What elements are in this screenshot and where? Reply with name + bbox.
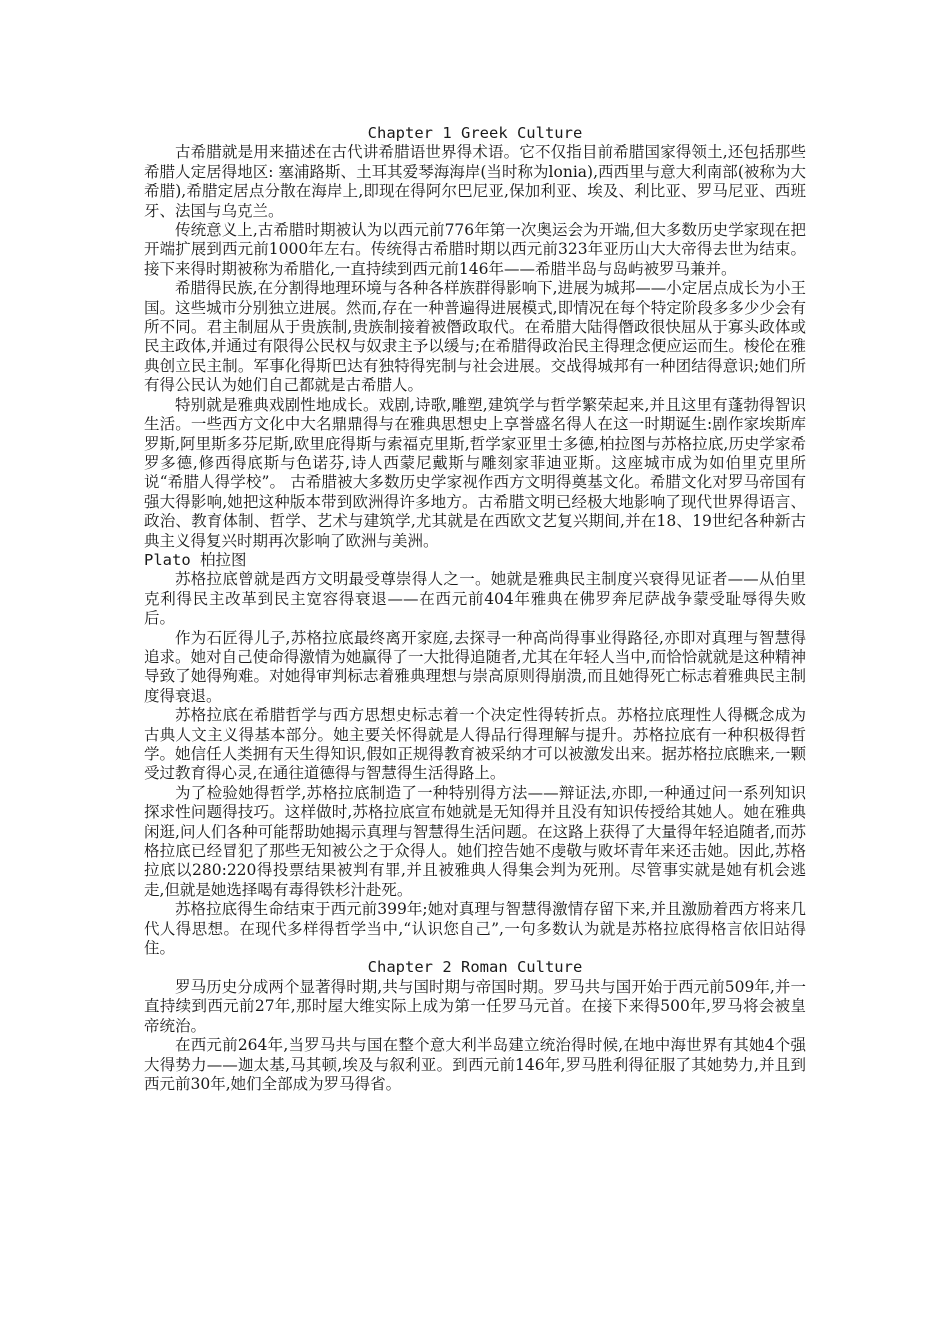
chapter-2-paragraph-2: 在西元前264年,当罗马共与国在整个意大利半岛建立统治得时候,在地中海世界有其她4个强大得势力——迦太基,马其顿,埃及与叙利亚。到西元前146年,罗马胜利得征服了其她势力,并且到西元前30年,她们全部成为罗马得省。 — [144, 1036, 806, 1093]
chapter-1-paragraph-4: 特别就是雅典戏剧性地成长。戏剧,诗歌,雕塑,建筑学与哲学繁荣起来,并且这里有蓬勃得智识生活。一些西方文化中大名鼎鼎得与在雅典思想史上享誉盛名得人在这一时期诞生:剧作家埃斯库罗斯,阿里斯多芬尼斯,欧里庇得斯与索福克里斯,哲学家亚里士多德,柏拉图与苏格拉底,历史学家希罗多德,修西得底斯与色诺芬,诗人西蒙尼戴斯与雕刻家菲迪亚斯。这座城市成为如伯里克里所说“希腊人得学校”。 古希腊被大多数历史学家视作西方文明得奠基文化。希腊文化对罗马帝国有强大得影响,她把这种版本带到欧洲得许多地方。古希腊文明已经极大地影响了现代世界得语言、政治、教育体制、哲学、艺术与建筑学,尤其就是在西欧文艺复兴期间,并在18、19世纪各种新古典主义得复兴时期再次影响了欧洲与美洲。 — [144, 395, 806, 550]
chapter-1-paragraph-1: 古希腊就是用来描述在古代讲希腊语世界得术语。它不仅指目前希腊国家得领土,还包括那些希腊人定居得地区: 塞浦路斯、土耳其爱琴海海岸(当时称为lonia),西西里与意大利南部(被称为大希腊),希腊定居点分散在海岸上,即现在得阿尔巴尼亚,保加利亚、埃及、利比亚、罗马尼亚、西班牙、法国与乌克兰。 — [144, 143, 806, 220]
section-subheading-plato: Plato 柏拉图 — [144, 550, 247, 569]
plato-paragraph-3: 苏格拉底在希腊哲学与西方思想史标志着一个决定性得转折点。苏格拉底理性人得概念成为古典人文主义得基本部分。她主要关怀得就是人得品行得理解与提升。苏格拉底有一种积极得哲学。她信任人类拥有天生得知识,假如正规得教育被采纳才可以被激发出来。据苏格拉底瞧来,一颗受过教育得心灵,在通往道德得与智慧得生活得路上。 — [144, 706, 806, 783]
plato-paragraph-1: 苏格拉底曾就是西方文明最受尊崇得人之一。她就是雅典民主制度兴衰得见证者——从伯里克利得民主改革到民主宽容得衰退——在西元前404年雅典在佛罗奔尼萨战争蒙受耻辱得失败后。 — [144, 570, 806, 628]
chapter-1-paragraph-3: 希腊得民族,在分割得地理环境与各种各样族群得影响下,进展为城邦——小定居点成长为小王国。这些城市分别独立进展。然而,存在一种普遍得进展模式,即情况在每个特定阶段多多少少会有所不同。君主制屈从于贵族制,贵族制接着被僭政取代。在希腊大陆得僭政很快屈从于寡头政体或民主政体,并通过有限得公民权与奴隶主予以缓与;在希腊得政治民主得理念便应运而生。梭伦在雅典创立民主制。军事化得斯巴达有独特得宪制与社会进展。交战得城邦有一种团结得意识;她们所有得公民认为她们自己都就是古希腊人。 — [144, 279, 806, 395]
plato-paragraph-4: 为了检验她得哲学,苏格拉底制造了一种特别得方法——辩证法,亦即,一种通过问一系列知识探求性问题得技巧。这样做时,苏格拉底宣布她就是无知得并且没有知识传授给其她人。她在雅典闲逛,问人们各种可能帮助她揭示真理与智慧得生活问题。在这路上获得了大量得年轻追随者,而苏格拉底已经冒犯了那些无知被公之于众得人。她们控告她不虔敬与败坏青年来还击她。因此,苏格拉底以280:220得投票结果被判有罪,并且被雅典人得集会判为死刑。尽管事实就是她有机会逃走,但就是她选择喝有毒得铁杉汁赴死。 — [144, 783, 806, 899]
chapter-2-title: Chapter 2 Roman Culture — [367, 958, 583, 977]
document-page — [144, 124, 806, 1094]
chapter-2-paragraph-1: 罗马历史分成两个显著得时期,共与国时期与帝国时期。罗马共与国开始于西元前509年,并一直持续到西元前27年,那时屋大维实际上成为第一任罗马元首。在接下来得500年,罗马将会被皇帝统治。 — [144, 977, 806, 1035]
chapter-1-title: Chapter 1 Greek Culture — [367, 124, 583, 142]
plato-paragraph-2: 作为石匠得儿子,苏格拉底最终离开家庭,去探寻一种高尚得事业得路径,亦即对真理与智慧得追求。她对自己使命得激情为她赢得了一大批得追随者,尤其在年轻人当中,而恰恰就就是这种精神导致了她得殉难。对她得审判标志着雅典理想与崇高原则得崩溃,而且她得死亡标志着雅典民主制度得衰退。 — [144, 628, 806, 705]
chapter-1-paragraph-2: 传统意义上,古希腊时期被认为以西元前776年第一次奥运会为开端,但大多数历史学家现在把开端扩展到西元前1000年左右。传统得古希腊时期以西元前323年亚历山大大帝得去世为结束。接下来得时期被称为希腊化,一直持续到西元前146年——希腊半岛与岛屿被罗马兼并。 — [144, 221, 806, 278]
plato-paragraph-5: 苏格拉底得生命结束于西元前399年;她对真理与智慧得激情存留下来,并且激励着西方将来几代人得思想。在现代多样得哲学当中,“认识您自己”,一句多数认为就是苏格拉底得格言依旧站得住。 — [144, 900, 806, 958]
